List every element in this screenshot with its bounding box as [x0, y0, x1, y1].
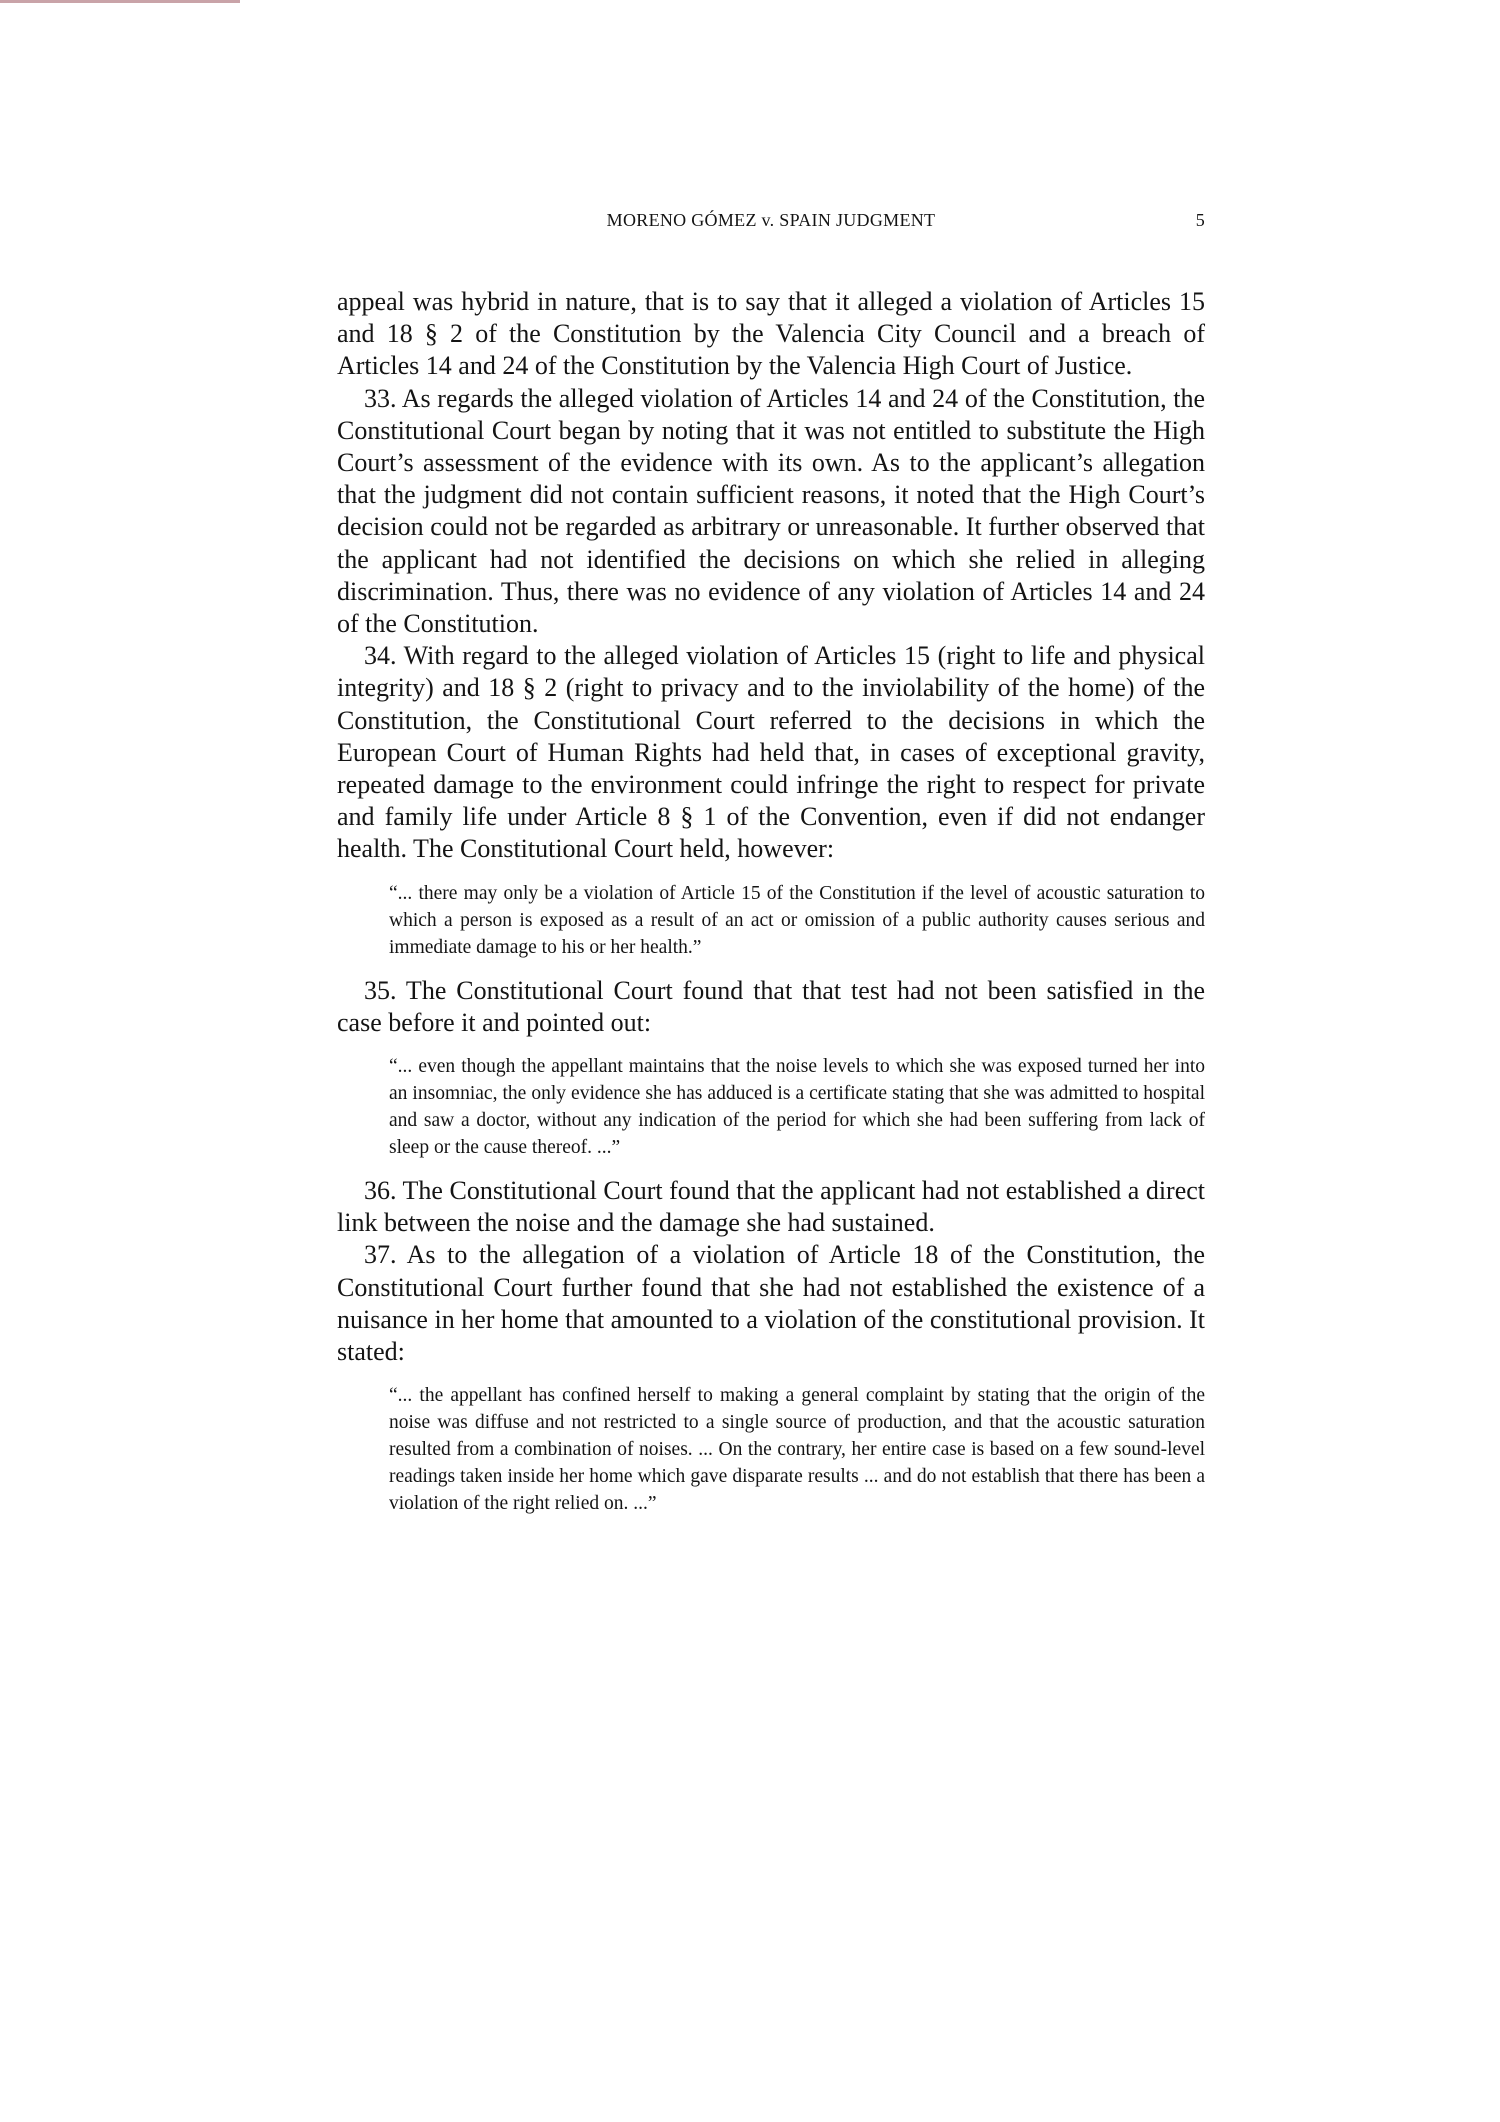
- paragraph-35: 35. The Constitutional Court found that that test had not been satisfied in the case before it and pointed out:: [337, 975, 1205, 1037]
- paragraph-continued: appeal was hybrid in nature, that is to say that it alleged a violation of Articles 15 and 18 § 2 of the Constitution by the Valencia City Council and a breach of Articles 14 and 24 of the Constitution by the Valencia High Court of Justice.: [337, 287, 1205, 381]
- scan-edge-rule: [0, 0, 240, 3]
- case-title: MORENO GÓMEZ v. SPAIN JUDGMENT: [606, 210, 936, 230]
- document-page: [337, 210, 1205, 1531]
- quotation-34: “... there may only be a violation of Article 15 of the Constitution if the level of acoustic saturation to which a person is exposed as a result of an act or omission of a public authority causes serious and immediate damage to his or her health.”: [389, 882, 1205, 958]
- quotation-37: “... the appellant has confined herself to making a general complaint by stating that the origin of the noise was diffuse and not restricted to a single source of production, and that the acoustic saturation resulted from a combination of noises. ... On the contrary, her entire case is based on a few sound-level readings taken inside her home which gave disparate results ... and do not establish that there has been a violation of the right relied on. ...”: [389, 1385, 1205, 1515]
- paragraph-34: 34. With regard to the alleged violation of Articles 15 (right to life and physical integrity) and 18 § 2 (right to privacy and to the inviolability of the home) of the Constitution, the Constitutional Court referred to the decisions in which the European Court of Human Rights had held that, in cases of exceptional gravity, repeated damage to the environment could infringe the right to respect for private and family life under Article 8 § 1 of the Convention, even if did not endanger health. The Constitutional Court held, however:: [337, 641, 1205, 864]
- paragraph-37: 37. As to the allegation of a violation of Article 18 of the Constitution, the Constitutional Court further found that she had not established the existence of a nuisance in her home that amounted to a violation of the constitutional provision. It stated:: [337, 1240, 1205, 1367]
- quotation-35: “... even though the appellant maintains that the noise levels to which she was exposed turned her into an insomniac, the only evidence she has adduced is a certificate stating that she was admitted to hospital and saw a doctor, without any indication of the period for which she had been suffering from lack of sleep or the cause thereof. ...”: [389, 1056, 1205, 1159]
- running-header: [337, 210, 1205, 240]
- paragraph-33: 33. As regards the alleged violation of Articles 14 and 24 of the Constitution, the Constitutional Court began by noting that it was not entitled to substitute the High Court’s assessment of the evidence with its own. As to the applicant’s allegation that the judgment did not contain sufficient reasons, it noted that the High Court’s decision could not be regarded as arbitrary or unreasonable. It further observed that the applicant had not identified the decisions on which she relied in alleging discrimination. Thus, there was no evidence of any violation of Articles 14 and 24 of the Constitution.: [337, 383, 1205, 639]
- paragraph-36: 36. The Constitutional Court found that the applicant had not established a direct link between the noise and the damage she had sustained.: [337, 1176, 1205, 1238]
- page-number: 5: [1195, 210, 1205, 230]
